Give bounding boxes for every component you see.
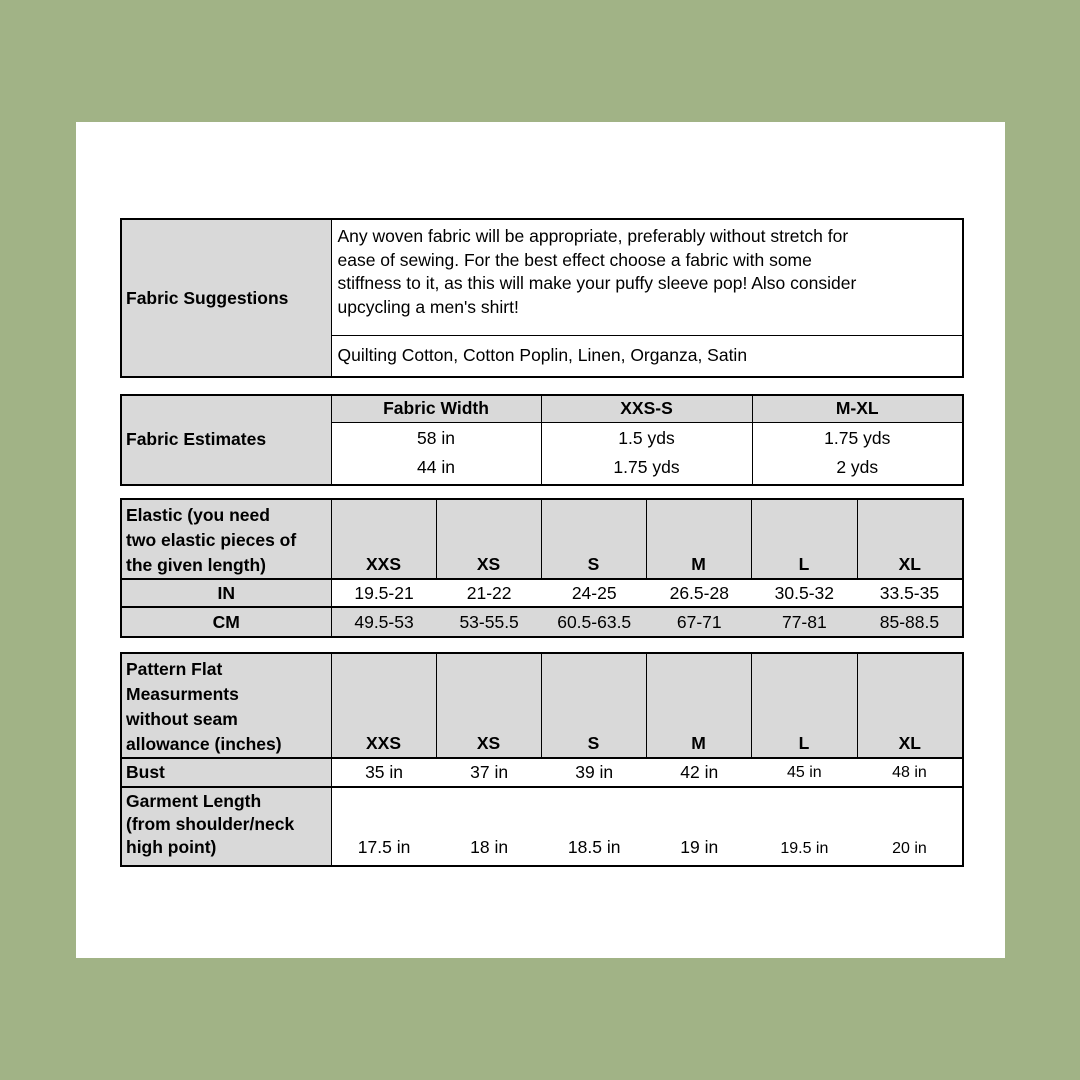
fabric-width-58: 58 in (417, 427, 455, 448)
elastic-in-value: 33.5-35 (879, 582, 940, 603)
garment-length-value: 17.5 in (357, 837, 411, 857)
elastic-in-value: 24-25 (571, 582, 617, 603)
pattern-flat-table (120, 652, 964, 867)
size-header-xl: XL (857, 499, 963, 579)
bust-value: 35 in (365, 762, 404, 782)
size-header-s: S (541, 499, 646, 579)
bust-value: 45 in (787, 763, 822, 781)
elastic-table (120, 498, 964, 638)
garment-length-value: 19.5 in (780, 840, 829, 857)
size-header-m: M (646, 653, 751, 758)
size-header-l: L (751, 653, 857, 758)
elastic-label-line: two elastic pieces of (126, 530, 297, 550)
garment-length-label-line: Garment Length (126, 791, 262, 811)
description-line: Any woven fabric will be appropriate, preferably without stretch for (337, 226, 849, 246)
size-header-xs: XS (436, 499, 541, 579)
garment-length-value: 20 in (892, 840, 927, 857)
garment-length-label-line: (from shoulder/neck (126, 814, 295, 834)
description-line: upcycling a men's shirt! (337, 296, 519, 317)
yardage-xxs-s (541, 422, 752, 485)
fabric-suggestions-label: Fabric Suggestions (121, 219, 331, 377)
elastic-label-line: Elastic (you need (126, 505, 270, 525)
elastic-cm-value: 67-71 (676, 611, 722, 632)
elastic-cm-value: 77-81 (781, 611, 827, 632)
bust-value: 39 in (575, 762, 614, 782)
garment-length-value: 18 in (470, 837, 509, 857)
description-line: ease of sewing. For the best effect choose a fabric with some (337, 249, 812, 270)
column-header-xxs-s: XXS-S (541, 395, 752, 422)
fabric-width-values (331, 422, 541, 485)
elastic-cm-value: 49.5-53 (354, 611, 414, 632)
size-header-xl: XL (857, 653, 963, 758)
fabric-estimates-label: Fabric Estimates (121, 395, 331, 485)
pattern-flat-label-line: without seam (126, 709, 238, 729)
elastic-label (121, 499, 331, 579)
elastic-in-values (331, 579, 963, 607)
bust-label: Bust (121, 758, 331, 787)
fabric-list: Quilting Cotton, Cotton Poplin, Linen, Organza, Satin (331, 335, 963, 377)
garment-length-value: 19 in (680, 837, 719, 857)
fabric-width-44: 44 in (417, 457, 455, 477)
pattern-flat-label-line: Measurments (126, 684, 239, 704)
elastic-in-label: IN (121, 579, 331, 607)
elastic-cm-value: 53-55.5 (459, 611, 519, 632)
size-header-m: M (646, 499, 751, 579)
elastic-label-line: the given length) (126, 555, 266, 575)
elastic-in-value: 30.5-32 (774, 582, 835, 603)
pattern-flat-label-line: allowance (inches) (126, 734, 282, 754)
elastic-in-value: 19.5-21 (354, 582, 414, 603)
yardage-value: 1.75 yds (613, 457, 680, 477)
bust-values (331, 758, 963, 787)
garment-length-label (121, 787, 331, 866)
pattern-flat-label (121, 653, 331, 758)
fabric-suggestions-description (331, 219, 963, 335)
elastic-in-value: 21-22 (466, 582, 512, 603)
bust-value: 42 in (680, 762, 719, 782)
garment-length-values (331, 787, 963, 866)
size-header-s: S (541, 653, 646, 758)
size-header-xxs: XXS (331, 499, 436, 579)
yardage-value: 2 yds (836, 457, 879, 477)
size-header-xxs: XXS (331, 653, 436, 758)
yardage-value: 1.5 yds (618, 427, 675, 448)
fabric-suggestions-table (120, 218, 964, 378)
yardage-value: 1.75 yds (824, 427, 891, 448)
content-card (76, 122, 1005, 958)
bust-value: 37 in (470, 762, 509, 782)
yardage-m-xl (752, 422, 963, 485)
elastic-cm-value: 60.5-63.5 (557, 611, 632, 632)
elastic-cm-values (331, 607, 963, 637)
pattern-flat-label-line: Pattern Flat (126, 659, 223, 679)
elastic-cm-label: CM (121, 607, 331, 637)
garment-length-label-line: high point) (126, 837, 217, 857)
size-header-xs: XS (436, 653, 541, 758)
bust-value: 48 in (892, 763, 927, 781)
column-header-fabric-width: Fabric Width (331, 395, 541, 422)
fabric-estimates-table (120, 394, 964, 486)
elastic-in-value: 26.5-28 (669, 582, 729, 603)
size-header-l: L (751, 499, 857, 579)
garment-length-value: 18.5 in (567, 837, 621, 857)
description-line: stiffness to it, as this will make your puffy sleeve pop! Also consider (337, 273, 857, 293)
column-header-m-xl: M-XL (752, 395, 963, 422)
elastic-cm-value: 85-88.5 (879, 611, 940, 632)
